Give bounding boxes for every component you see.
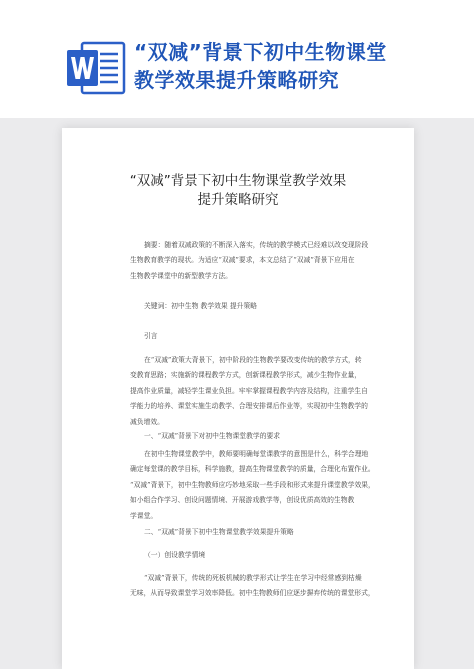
document-title-line2: 提升策略研究 <box>197 192 279 208</box>
document-page <box>62 128 414 669</box>
abstract-line: 生物教育教学的现状。为适应“双减”要求，本文总结了“双减”背景下应用在 <box>130 256 355 265</box>
section1-heading <box>130 429 380 444</box>
word-document-icon <box>66 41 126 95</box>
intro-line: 减负增效。 <box>130 417 164 426</box>
section1-line: 学课堂。 <box>130 511 158 520</box>
section2-heading-text: 二、“双减”背景下初中生物课堂教学效果提升策略 <box>144 528 294 536</box>
section1-line: 确定每堂课的教学目标，科学施教，提高生物课堂教学的质量，合理化布置作业。 <box>130 465 375 474</box>
section2-subheading-text: （一）创设教学情境 <box>144 551 206 559</box>
document-title <box>62 172 414 210</box>
keywords <box>130 299 380 314</box>
section1-line: “双减”背景下，初中生物教师应巧妙地采取一些手段和形式来提升课堂教学效果， <box>130 480 375 489</box>
section1-line: 在初中生物课堂教学中，教师要明确每堂课教学的意图是什么，科学合理地 <box>144 450 369 458</box>
intro-line: 学能力的培养、课堂实施生动教学、合理安排课后作业等，实现初中生物教学的 <box>130 402 368 411</box>
section2-subheading <box>130 548 380 563</box>
document-title-line1: “双减”背景下初中生物课堂教学效果 <box>129 173 347 189</box>
intro-line: 变教育思路；实施新的课程教学方式，创新课程教学形式，减少生物作业量， <box>130 371 362 380</box>
keywords-text: 关键词：初中生物 教学效果 提升策略 <box>144 302 258 310</box>
intro-paragraph <box>130 353 380 430</box>
banner-title-line2: 教学效果提升策略研究 <box>134 68 339 92</box>
banner-title <box>134 38 464 94</box>
banner-title-line1: “双减”背景下初中生物课堂 <box>134 40 387 64</box>
intro-heading <box>130 329 380 344</box>
intro-line: 在“双减”政策大背景下，初中阶段的生物教学要改变传统的教学方式，转 <box>144 356 362 364</box>
intro-line: 提高作业质量，减轻学生课业负担。牢牢掌握课程教学内容及结构，注重学生自 <box>130 386 368 395</box>
abstract <box>130 238 380 284</box>
header-banner <box>0 0 474 118</box>
section2-line: “双减”背景下，传统的死板机械的教学形式让学生在学习中经常感到枯燥 <box>144 574 362 582</box>
abstract-line: 生物教学课堂中的新型教学方法。 <box>130 271 232 280</box>
section1-line: 如小组合作学习、创设问题情境、开展游戏教学等，创设优质高效的生物教 <box>130 496 355 505</box>
section2-paragraph <box>130 571 380 602</box>
section1-paragraph <box>130 447 380 524</box>
section2-line: 无味，从而导致课堂学习效率降低。初中生物教师们应逐步摒弃传统的课堂形式， <box>130 589 375 598</box>
section2-heading <box>130 525 380 540</box>
intro-heading-text: 引言 <box>144 332 158 340</box>
abstract-line: 摘要：随着双减政策的不断深入落实，传统的教学模式已经难以改变现阶段 <box>144 241 369 249</box>
section1-heading-text: 一、“双减”背景下对初中生物课堂教学的要求 <box>144 432 281 440</box>
